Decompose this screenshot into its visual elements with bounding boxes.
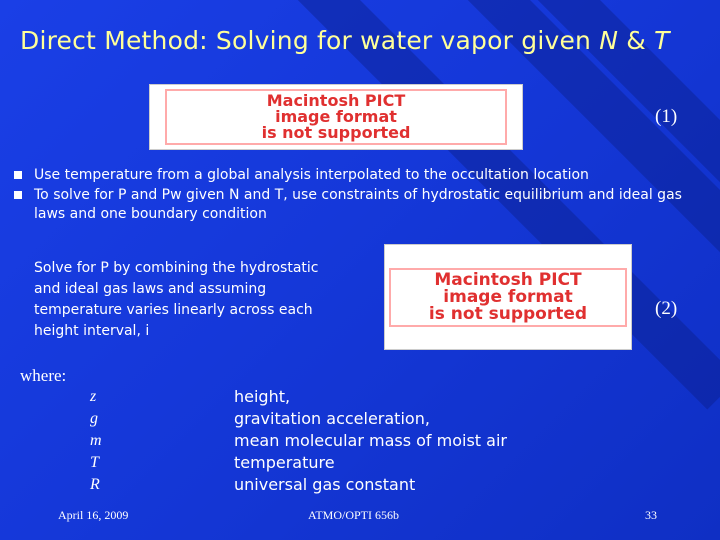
equation-image-1 [149,84,523,150]
definition-gas-constant: universal gas constant [234,475,416,494]
definition-height: height, [234,387,291,406]
definition-gravity: gravitation acceleration, [234,409,430,428]
title-t-symbol: T [654,26,670,55]
footer-page-number: 33 [645,508,657,522]
symbol-list [90,386,102,496]
slide-title [20,26,670,55]
definition-temperature: temperature [234,453,335,472]
bullet-item [14,166,704,185]
symbol-t: T [90,454,99,471]
bullet-item [14,186,704,224]
bullet-list [14,166,704,225]
explanation-paragraph: Solve for P by combining the hydrostatic and ideal gas laws and assuming temperature varies linearly across each height interval, i [34,260,319,339]
unsupported-image-message: Macintosh PICT image format is not supported [165,89,507,145]
footer-date: April 16, 2009 [58,508,129,522]
bullet-marker-icon [14,191,22,199]
bullet-text: To solve for P and Pw given N and T, use constraints of hydrostatic equilibrium and ideal gas laws and one boundary condition [34,187,682,222]
definition-molecular-mass: mean molecular mass of moist air [234,431,507,450]
definition-list [234,386,507,496]
equation-number-1: (1) [655,106,678,127]
unsupported-image-message: Macintosh PICT image format is not supported [389,268,627,327]
title-n-symbol: N [599,26,619,55]
where-label: where: [20,366,67,385]
symbol-z: z [90,388,97,405]
bullet-text: Use temperature from a global analysis interpolated to the occultation location [34,167,589,183]
footer-course: ATMO/OPTI 656b [308,508,400,522]
title-text: Direct Method: Solving for water vapor given [20,26,600,55]
symbol-r: R [90,476,100,493]
bullet-marker-icon [14,171,22,179]
symbol-g: g [90,410,98,427]
equation-number-2: (2) [655,298,678,319]
title-ampersand: & [618,26,655,55]
equation-image-2 [384,244,632,350]
symbol-m: m [90,432,102,449]
